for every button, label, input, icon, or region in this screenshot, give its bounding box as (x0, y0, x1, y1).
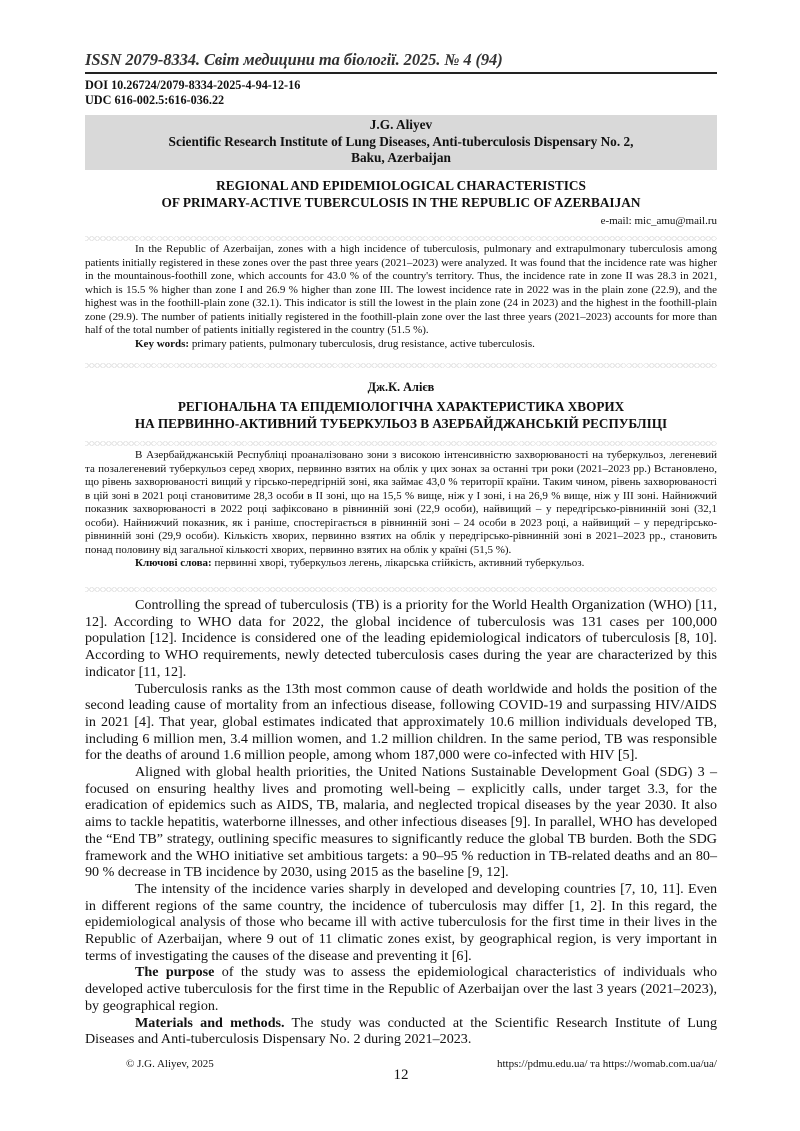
affiliation-line-2: Baku, Azerbaijan (351, 150, 451, 165)
body-paragraph-purpose (85, 964, 717, 1014)
body-paragraph: The intensity of the incidence varies sharply in developed and developing countries [7, 10, 11]. Even in different regions of the same country, the incidence of tuberculosis may differ [1, 2]. In this regard, the epidemiological analysis of those who became ill with active tuberculosis for the first time in their lives in the Republic of Azerbaijan, where 9 out of 11 climatic zones exist, by geographical region, is very important in terms of investigating the causes of the disease and preventing it [6]. (85, 880, 717, 964)
keywords-ua (85, 557, 717, 571)
page-number: 12 (393, 1067, 409, 1083)
author-email[interactable]: e-mail: mic_amu@mail.ru (600, 215, 717, 227)
methods-text: The study was conducted at the Scientific Research Institute of Lung Diseases and Anti-tuberculosis Dispensary No. 2 during 2021–2023. (85, 1014, 718, 1048)
body-paragraph: Controlling the spread of tuberculosis (TB) is a priority for the World Health Organization (WHO) [11, 12]. According to WHO data for 2022, the global incidence of tuberculosis was 131 cases per 100,000 population [12]. Incidence is considered one of the leading epidemiological indicators of tuberculosis [8, 10]. According to WHO requirements, newly detected tuberculosis cases during the year are characterized by this indicator [11, 12]. (85, 597, 717, 680)
keywords-label: Ключові слова: (135, 557, 212, 569)
body-paragraph-methods (85, 1015, 717, 1048)
abstract-en (85, 243, 717, 351)
purpose-text: of the study was to assess the epidemiological characteristics of individuals who developed active tuberculosis for the first time in the Republic of Azerbaijan over the last 3 years (2021–2023), by geographical region. (85, 964, 718, 1014)
article-body (85, 597, 717, 1048)
abstract-ua-text: В Азербайджанській Республіці проаналізовано зони з високою інтенсивністю захворюваності на туберкульоз, легеневий та позалегеневий туберкульоз серед хворих, первинно взятих на облік у цих зонах за останні три роки (2021–2023 рр.) Встановлено, що рівень захворюваності вищий у гірсько-передгірній зоні, яка займає 43,0 % території країни. Таким чином, рівень захворюваності в цій зоні в 2021 році становитиме 28,3 особи в II зоні, що на 15,5 % вище, ніж у I зоні, і на 26,9 % вище, ніж у III зоні. Найнижчий показник захворюваності в 2022 році зафіксовано в рівнинній зоні (22,9 особи), найвищий – у передгірсько-рівнинній зоні (32,1 особи). Найнижчий показник, як і раніше, спостерігається в рівнинній зоні – 24 особи в 2023 році, а найвищий – у передгірсько-рівнинній зоні (29,9 особи). Кількість хворих, первинно взятих на облік у передгірсько-рівнинній зоні в 2021–2023 рр., становить понад половину від загальної кількості хворих, первинно взятих на облік у країні (51,5 %). (85, 449, 717, 556)
title-en-line-1: REGIONAL AND EPIDEMIOLOGICAL CHARACTERISTICS (216, 178, 586, 193)
article-title-ua (85, 399, 717, 432)
keywords-list: primary patients, pulmonary tuberculosis, drug resistance, active tuberculosis. (189, 337, 535, 350)
abstract-en-text: In the Republic of Azerbaijan, zones with a high incidence of tuberculosis, pulmonary and extrapulmonary tuberculosis among patients initially registered in these zones over the past three years (2021–2023) were analyzed. It was found that the incidence rate was higher in the mountainous-foothill zone, which accounts for 43.0 % of the country's territory. Thus, the incidence rate in zone II was 28.3 in 2021, which is 15.5 % higher than zone I and 26.9 % higher than zone III. The lowest incidence rate in 2022 was in the plain zone (22.9), and the highest was in the foothill-plain zone (32.1). This indicator is still the lowest in the plain zone (24 in 2023) and the highest in the foothill-plain zone (29.9). The number of patients initially registered in the foothill-plain zone over the last three years (2021–2023) accounts for more than half of the total number of patients initially registered in the country (51.5 %). (85, 243, 717, 336)
doi[interactable]: DOI 10.26724/2079-8334-2025-4-94-12-16 (85, 78, 301, 92)
copyright: © J.G. Aliyev, 2025 (126, 1058, 214, 1070)
decorative-wave-divider (85, 363, 717, 368)
decorative-wave-divider (85, 587, 717, 592)
running-head: ISSN 2079-8334. Світ медицини та біології. 2025. № 4 (94) (85, 50, 717, 74)
body-paragraph: Aligned with global health priorities, the United Nations Sustainable Development Goal (SDG) 3 – focused on ensuring healthy lives and promoting well-being – explicitly calls, under target 3.3, for the eradication of epidemics such as AIDS, TB, malaria, and neglected tropical diseases by the year 2030. It also aims to tackle hepatitis, waterborne illnesses, and other infectious diseases [9]. In parallel, WHO has developed the “End TB” strategy, outlining specific measures to significantly reduce the global TB burden. Both the SDG framework and the WHO initiative set ambitious targets: a 90–95 % reduction in TB-related deaths and an 80–90 % decrease in TB incidence by 2030, using 2015 as the baseline [9, 12]. (85, 764, 717, 881)
author-name: J.G. Aliyev (369, 117, 433, 132)
body-paragraph: Tuberculosis ranks as the 13th most common cause of death worldwide and holds the position of the second leading cause of mortality from an infectious disease, following COVID-19 and surpassing HIV/AIDS in 2021 [4]. That year, global estimates indicated that approximately 10.6 million individuals developed TB, including 6 million men, 3.4 million women, and 1.2 million children. In the same period, TB was responsible for the deaths of around 1.6 million people, among whom 187,000 were co-infected with HIV [5]. (85, 680, 717, 764)
keywords-label: Key words: (135, 337, 190, 350)
article-identifiers (85, 78, 300, 108)
keywords-list: первинні хворі, туберкульоз легень, лікарська стійкість, активний туберкульоз. (211, 557, 585, 569)
title-ua-line-1: РЕГІОНАЛЬНА ТА ЕПІДЕМІОЛОГІЧНА ХАРАКТЕРИСТИКА ХВОРИХ (177, 399, 625, 414)
title-en-line-2: OF PRIMARY-ACTIVE TUBERCULOSIS IN THE REPUBLIC OF AZERBAIJAN (161, 194, 641, 210)
decorative-wave-divider (85, 236, 717, 241)
udc: UDC 616-002.5:616-036.22 (85, 93, 225, 107)
abstract-ua (85, 449, 717, 571)
decorative-wave-divider (85, 441, 717, 446)
title-ua-line-2: НА ПЕРВИННО-АКТИВНИЙ ТУБЕРКУЛЬОЗ В АЗЕРБАЙДЖАНСЬКІЙ РЕСПУБЛІЦІ (134, 415, 668, 431)
keywords-en (85, 338, 717, 352)
author-affiliation-band (85, 115, 717, 170)
affiliation-line-1: Scientific Research Institute of Lung Diseases, Anti-tuberculosis Dispensary No. 2, (168, 133, 634, 149)
article-title-en (85, 178, 717, 211)
methods-label: Materials and methods. (135, 1014, 285, 1031)
journal-links[interactable]: https://pdmu.edu.ua/ та https://womab.com.ua/ua/ (496, 1058, 717, 1070)
author-name-ua: Дж.К. Алієв (367, 380, 435, 394)
purpose-label: The purpose (135, 964, 215, 981)
